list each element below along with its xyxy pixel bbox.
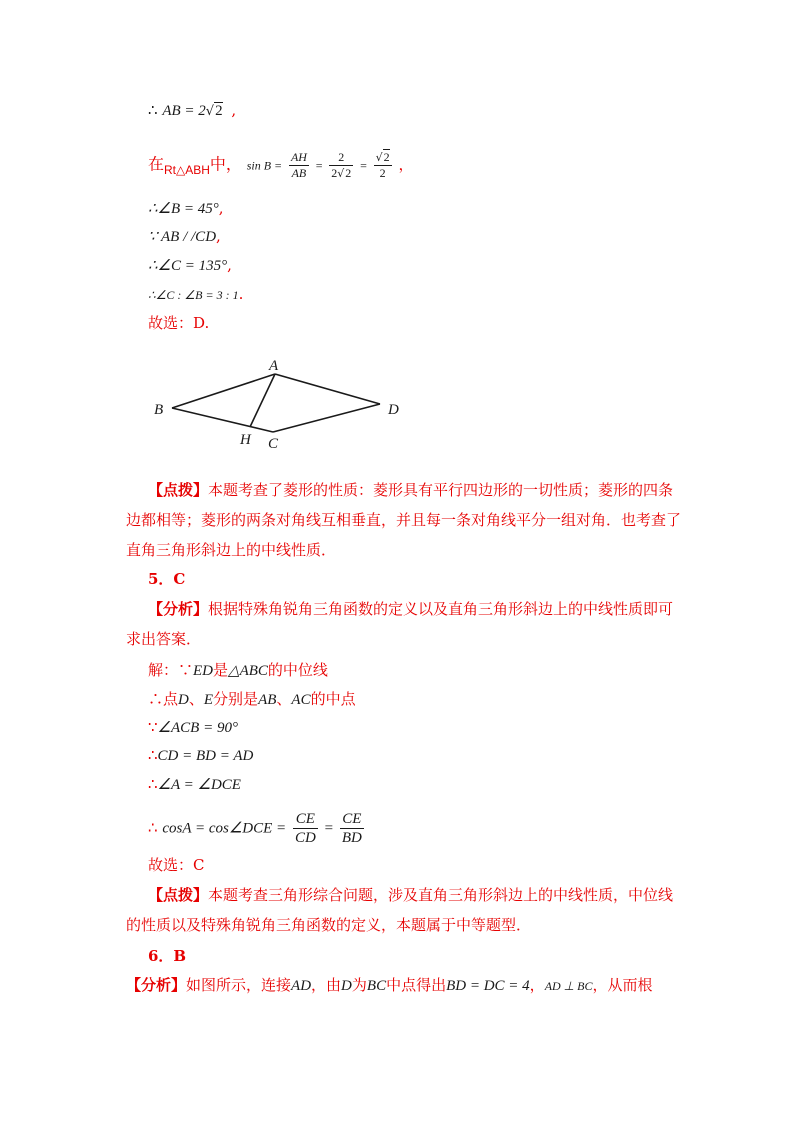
- q5-step-4: ∴CD = BD = AD: [148, 746, 254, 764]
- q5-remark: [126, 880, 686, 940]
- remark-tag: 【点拨】: [148, 886, 209, 904]
- q6-analysis: 【分析】如图所示，连接AD，由D为BC中点得出BD = DC = 4，AD ⊥ BC，从而根: [126, 976, 653, 994]
- therefore-symbol: ∴: [148, 103, 158, 119]
- q5-step-5: ∴∠A = ∠DCE: [148, 775, 241, 793]
- line-parallel: [148, 226, 221, 247]
- ab-expression: AB = 2: [162, 103, 206, 119]
- zhong-text: 中，: [209, 154, 242, 174]
- line-angle-c: [148, 255, 232, 276]
- equals: =: [315, 158, 323, 173]
- comma: ,: [231, 101, 237, 119]
- ratio-expr: ∴∠C : ∠B = 3 : 1: [148, 288, 239, 302]
- line-ab-value: [148, 100, 236, 122]
- sin-b-label: sin B =: [246, 158, 283, 173]
- q5-step-3: ∵∠ACB = 90°: [148, 718, 238, 736]
- zai-text: 在: [148, 154, 165, 174]
- triangle-label: Rt△ABH: [164, 162, 210, 177]
- side-cd: [273, 404, 380, 432]
- angle-b-expr: ∴∠B = 45°: [148, 201, 219, 217]
- q6-answer: 6．B: [148, 947, 187, 965]
- comma: ,: [227, 256, 232, 274]
- sqrt-icon: √: [205, 104, 215, 119]
- remark-text: 本题考查三角形综合问题，涉及直角三角形斜边上的中线性质，中位线的性质以及特殊角锐角三角函数的定义，本题属于中等题型．: [126, 886, 674, 934]
- side-ad: [275, 374, 380, 404]
- side-ab: [172, 374, 275, 408]
- parallel-expr: ∵ AB / /CD: [148, 229, 217, 245]
- angle-c-expr: ∴∠C = 135°: [148, 258, 228, 274]
- fraction-sqrt2-over-2: $\frac{√2}{2}$: [375, 150, 390, 180]
- q5-step-1: 解：∵ED是△ABC的中位线: [148, 661, 328, 679]
- label-c: C: [268, 436, 279, 452]
- sqrt-icon: √: [375, 151, 383, 164]
- q5-analysis: [126, 594, 686, 654]
- radicand: 2: [215, 103, 223, 119]
- fraction-ce-cd: $\frac{CE}{CD}$: [294, 811, 316, 846]
- comma: ,: [216, 227, 221, 245]
- label-b: B: [154, 402, 164, 418]
- analysis-text: 根据特殊角锐角三角函数的定义以及直角三角形斜边上的中线性质即可求出答案．: [126, 600, 674, 648]
- fraction-ah-ab: $\frac{AH}{AB}$: [290, 150, 307, 180]
- end-comma: ，: [398, 155, 414, 174]
- line-ratio: [148, 284, 243, 305]
- remark-paragraph: [126, 475, 686, 565]
- choice-d: 故选：D.: [148, 314, 210, 332]
- line-angle-b: [148, 198, 224, 219]
- q5-step-2: ∴点D、E分别是AB、AC的中点: [148, 690, 356, 708]
- remark-text: 本题考查了菱形的性质：菱形具有平行四边形的一切性质；菱形的四条边都相等；菱形的两条对角线互相垂直，并且每一条对角线平分一组对角．也考查了直角三角形斜边上的中线性质．: [126, 481, 682, 559]
- q5-step-6: ∴ cosA = cos∠DCE = $\frac{CE}{CD}$ = $\frac{CE}{BD}$: [148, 811, 362, 846]
- comma: ,: [218, 199, 224, 217]
- label-d: D: [388, 402, 399, 418]
- fraction-2-over-2sqrt2: $\frac{2}{2√2}$: [331, 150, 352, 180]
- sqrt-icon: √: [337, 167, 345, 180]
- period: .: [238, 285, 244, 303]
- choice-c: 故选：C: [148, 856, 205, 874]
- label-h: H: [240, 432, 251, 448]
- q5-answer: 5．C: [148, 570, 186, 588]
- remark-tag: 【点拨】: [148, 481, 209, 499]
- analysis-tag: 【分析】: [148, 600, 209, 618]
- line-sin-b: [148, 150, 413, 181]
- label-a: A: [269, 358, 279, 374]
- rhombus-figure: [140, 352, 420, 452]
- fraction-ce-bd: $\frac{CE}{BD}$: [341, 811, 362, 846]
- analysis-tag: 【分析】: [126, 976, 187, 994]
- equals: =: [360, 158, 367, 173]
- altitude-ah: [250, 374, 275, 427]
